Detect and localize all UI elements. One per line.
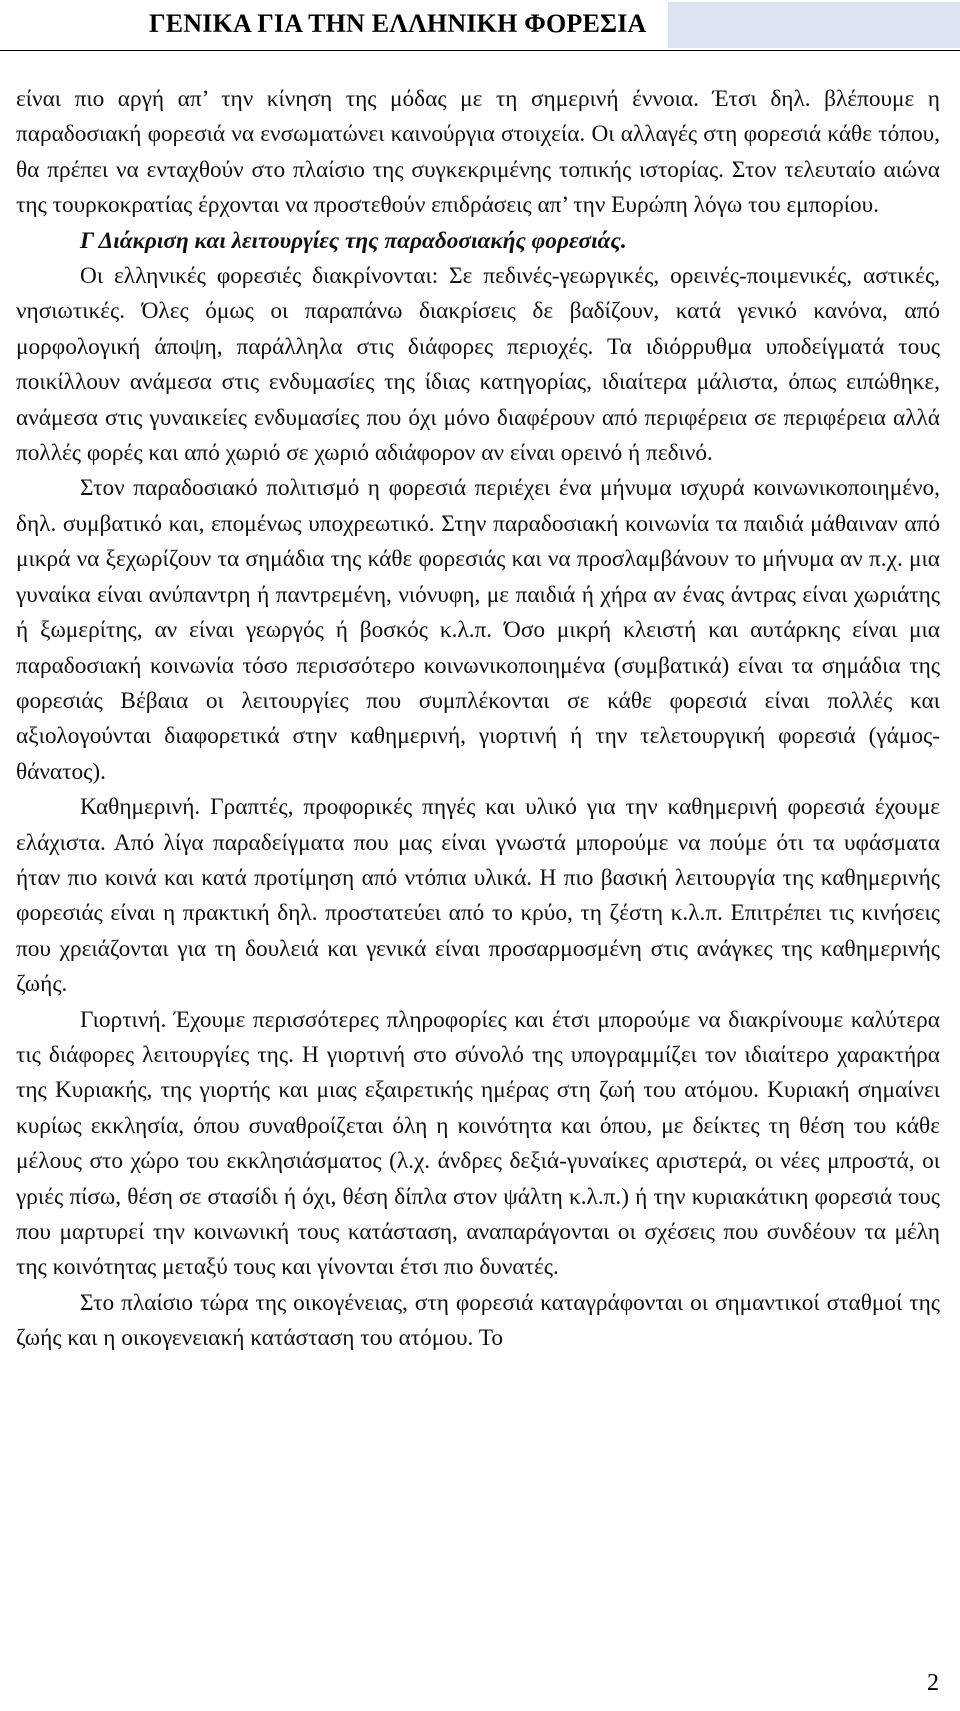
page-header bbox=[0, 0, 960, 51]
paragraph-5: Γιορτινή. Έχουμε περισσότερες πληροφορίες και έτσι μπορούμε να διακρίνουμε καλύτερα τις διάφορες λειτουργίες της. Η γιορτινή στο σύνολό της υπογραμμίζει τον ιδιαίτερο χαρακτήρα της Κυριακής, της γιορτής και μιας εξαιρετικής ημέρας στη ζωή του ατόμου. Κυριακή σημαίνει κυρίως εκκλησία, όπου συναθροίζεται όλη η κοινότητα και όπου, με δείκτες τη θέση του κάθε μέλους στο χώρο του εκκλησιάσματος (λ.χ. άνδρες δεξιά-γυναίκες αριστερά, οι νέες μπροστά, οι γριές πίσω, θέση σε στασίδι ή όχι, θέση δίπλα στον ψάλτη κ.λ.π.) ή την κυριακάτικη φορεσιά τους που μαρτυρεί την κοινωνική τους κατάσταση, αναπαράγονται οι σχέσεις που συνδέουν τα μέλη της κοινότητας μεταξύ τους και γίνονται έτσι πιο δυνατές. bbox=[16, 1006, 940, 1281]
paragraph-6: Στο πλαίσιο τώρα της οικογένειας, στη φορεσιά καταγράφονται οι σημαντικοί σταθμοί της ζωής και η οικογενειακή κατάσταση του ατόμου. Το bbox=[16, 1289, 940, 1352]
paragraph-4: Καθημερινή. Γραπτές, προφορικές πηγές και υλικό για την καθημερινή φορεσιά έχουμε ελάχιστα. Από λίγα παραδείγματα που μας είναι γνωστά μπορούμε να πούμε ότι τα υφάσματα ήταν πιο κοινά και κατά προτίμηση από ντόπια υλικά. Η πιο βασική λειτουργία της καθημερινής φορεσιάς είναι η πρακτική δηλ. προστατεύει από το κρύο, τη ζέστη κ.λ.π. Επιτρέπει τις κινήσεις που χρειάζονται για τη δουλειά και γενικά είναι προσαρμοσμένη στις ανάγκες της καθημερινής ζωής. bbox=[16, 794, 940, 998]
body-text bbox=[16, 82, 940, 1357]
header-title: ΓΕΝΙΚΑ ΓΙΑ ΤΗΝ ΕΛΛΗΝΙΚΗ ΦΟΡΕΣΙΑ bbox=[149, 9, 647, 38]
paragraph-2: Οι ελληνικές φορεσιές διακρίνονται: Σε πεδινές-γεωργικές, ορεινές-ποιμενικές, αστικές, νησιωτικές. Όλες όμως οι παραπάνω διακρίσεις δε βαδίζουν, κατά γενικό κανόνα, από μορφολογική άποψη, παράλληλα στις διάφορες περιοχές. Τα ιδιόρρυθμα υποδείγματά τους ποικίλλουν ανάμεσα στις ενδυμασίες της ίδιας κατηγορίας, ιδιαίτερα μάλιστα, όπως ειπώθηκε, ανάμεσα στις γυναικείες ενδυμασίες που όχι μόνο διαφέρουν από περιφέρεια σε περιφέρεια αλλά πολλές φορές και από χωριό σε χωριό αδιάφορον αν είναι ορεινό ή πεδινό. bbox=[16, 263, 940, 467]
section-heading: Γ Διάκριση και λειτουργίες της παραδοσιακής φορεσιάς. bbox=[80, 227, 627, 254]
paragraph-3: Στον παραδοσιακό πολιτισμό η φορεσιά περιέχει ένα μήνυμα ισχυρά κοινωνικοποιημένο, δηλ. συμβατικό και, επομένως υποχρεωτικό. Στην παραδοσιακή κοινωνία τα παιδιά μάθαιναν από μικρά να ξεχωρίζουν τα σημάδια της κάθε φορεσιάς και να προσλαμβάνουν το μήνυμα αν π.χ. μια γυναίκα είναι ανύπαντρη ή παντρεμένη, νιόνυφη, με παιδιά ή χήρα αν ένας άντρας είναι χωριάτης ή ξωμερίτης, αν είναι γεωργός ή βοσκός κ.λ.π. Όσο μικρή κλειστή και αυτάρκης είναι μια παραδοσιακή κοινωνία τόσο περισσότερο κοινωνικοποιημένα (συμβατικά) είναι τα σημάδια της φορεσιάς Βέβαια οι λειτουργίες που συμπλέκονται σε κάθε φορεσιά είναι πολλές και αξιολογούνται διαφορετικά στην καθημερινή, γιορτινή ή την τελετουργική φορεσιά (γάμος-θάνατος). bbox=[16, 475, 940, 785]
page-number: 2 bbox=[927, 1670, 939, 1696]
header-shaded-box bbox=[668, 2, 960, 48]
paragraph-1: είναι πιο αργή απ’ την κίνηση της μόδας με τη σημερινή έννοια. Έτσι δηλ. βλέπουμε η παραδοσιακή φορεσιά να ενσωματώνει καινούργια στοιχεία. Οι αλλαγές στη φορεσιά κάθε τόπου, θα πρέπει να ενταχθούν στο πλαίσιο της συγκεκριμένης τοπικής ιστορίας. Στον τελευταίο αιώνα της τουρκοκρατίας έρχονται να προστεθούν επιδράσεις απ’ την Ευρώπη λόγω του εμπορίου. bbox=[16, 86, 940, 219]
